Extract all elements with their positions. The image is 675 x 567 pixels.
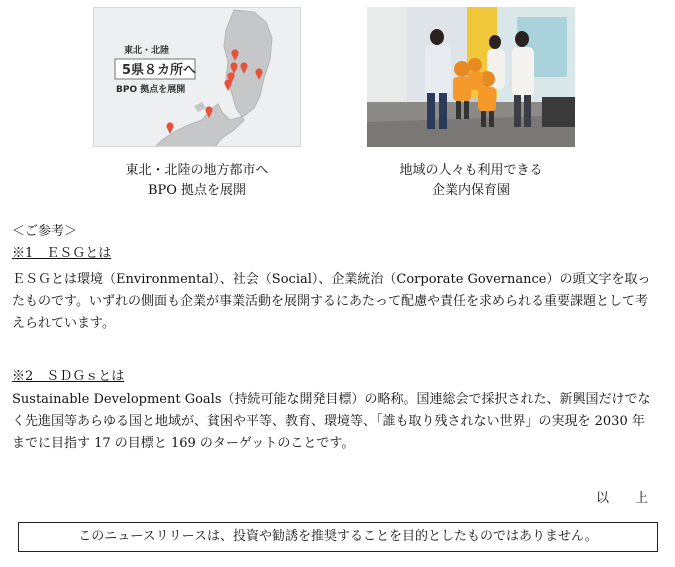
map-caption-line: BPO 拠点を展開 [147, 183, 247, 198]
sdgs-body: Sustainable Development Goals（持続可能な開発目標）の略称。国連総会で採択された、新興国だけでなく先進国等あらゆる国と地域が、貧困や平等、教育、環境等、「誰も取り残されない世界」の実現を 2030 年までに目指す 17 の目標と 169 のターゲットのことです。 [12, 392, 651, 451]
sdgs-heading: ※2 ＳＤＧｓとは [12, 369, 125, 384]
map-region-label: 東北・北陸 [124, 46, 170, 56]
nursery-caption [367, 161, 575, 201]
nursery-caption-line: 企業内保育園 [431, 183, 510, 198]
map-bpo-label: BPO 拠点を展開 [116, 85, 186, 95]
esg-body: ＥＳＧとは環境（Environmental）、社会（Social）、企業統治（Corporate Governance）の頭文字を取ったものです。いずれの側面も企業が事業活動を展開するにあたって配慮や責任を求められる重要課題として考えられています。 [12, 272, 651, 331]
map-caption-line: 東北・北陸の地方都市へ [125, 163, 269, 178]
disclaimer-box: このニュースリリースは、投資や勧誘を推奨することを目的としたものではありません。 [18, 522, 658, 552]
map-count-label: 5県８カ所へ [122, 63, 197, 78]
closing-mark: 以 上 [596, 491, 649, 506]
reference-header: ＜ご参考＞ [12, 224, 78, 239]
nursery-photo [367, 7, 575, 147]
esg-heading: ※1 ＥＳＧとは [12, 246, 112, 261]
map-caption [93, 161, 301, 201]
nursery-scene [367, 7, 575, 147]
map-image [93, 7, 301, 147]
nursery-caption-line: 地域の人々も利用できる [399, 163, 543, 178]
tohoku-hokuriku-map [94, 8, 301, 147]
